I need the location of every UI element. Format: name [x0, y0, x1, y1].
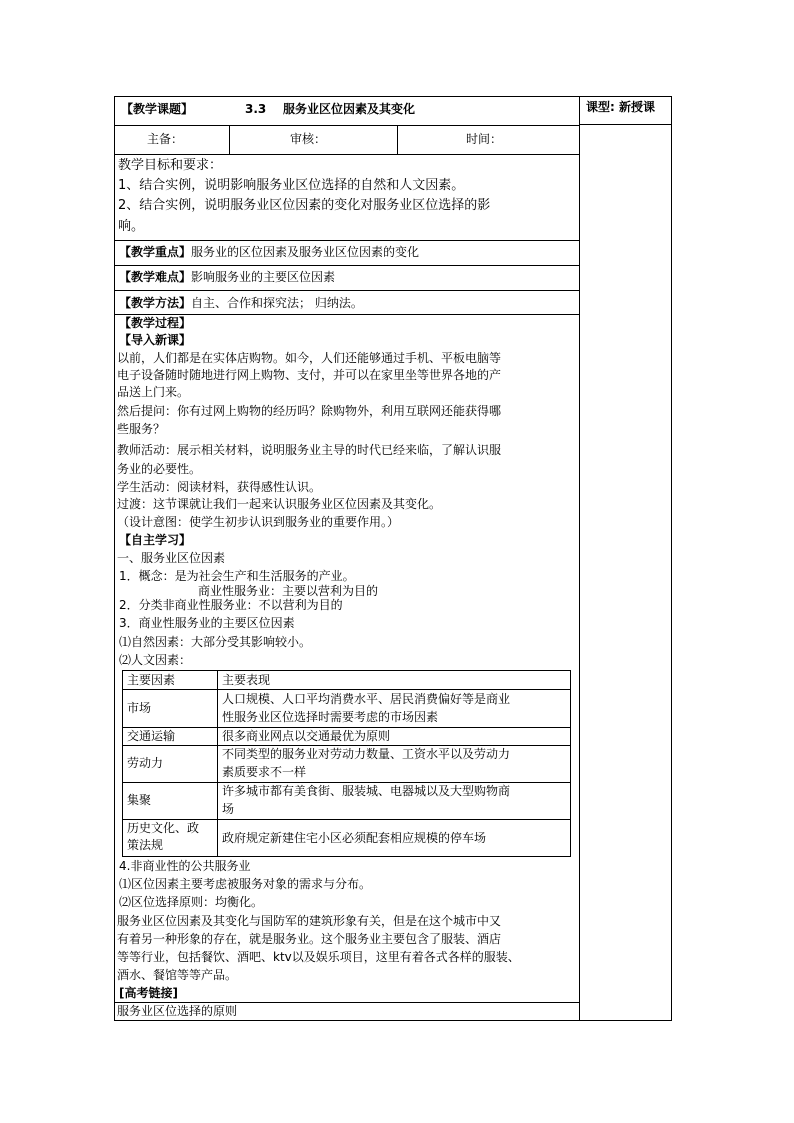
row-line	[114, 1002, 580, 1003]
table-row-line	[122, 819, 571, 820]
staff-time: 时间：	[466, 132, 503, 146]
table-cell-factor: 历史文化、政	[127, 821, 200, 835]
intro-line: 过渡：这节课就让我们一起来认识服务业区位因素及其变化。	[117, 497, 442, 511]
table-cell-desc: 不同类型的服务业对劳动力数量、工资水平以及劳动力	[222, 747, 511, 761]
staff-main: 主备：	[147, 132, 184, 146]
row-line	[114, 314, 580, 315]
intro-line: 教师活动：展示相关材料，说明服务业主导的时代已经来临，了解认识服	[117, 443, 502, 457]
method-label: 【教学方法】	[119, 296, 192, 310]
classify-line: 2．分类非商业性服务业：不以营利为目的	[119, 598, 343, 612]
table-cell-factor: 市场	[127, 701, 152, 715]
natural-factor-line: ⑴自然因素：大部分受其影响较小。	[119, 635, 312, 649]
staff-review: 审核：	[290, 132, 327, 146]
goal-item-2-cont: 响。	[118, 219, 145, 234]
row-line	[579, 124, 672, 125]
paragraph-line: 服务业区位因素及其变化与国防军的建筑形象有关，但是在这个城市中又	[117, 914, 502, 928]
method-text: 自主、合作和探究法； 归纳法。	[191, 296, 363, 310]
table-cell-desc: 许多城市都有美食街、服装城、电器城以及大型购物商	[222, 784, 511, 798]
row-line	[114, 240, 580, 241]
intro-line: 些服务？	[117, 422, 166, 436]
table-cell-desc: 很多商业网点以交通最优为原则	[222, 729, 391, 743]
table-cell-factor: 交通运输	[127, 729, 176, 743]
human-factor-line: ⑵人文因素：	[119, 653, 192, 667]
table-cell-factor: 策法规	[127, 838, 164, 852]
table-cell-factor: 集聚	[127, 793, 152, 807]
intro-line: 然后提问：你有过网上购物的经历吗？除购物外，利用互联网还能获得哪	[117, 404, 502, 418]
intro-line: 以前，人们都是在实体店购物。如今，人们还能够通过手机、平板电脑等	[117, 351, 502, 365]
key-point-row	[119, 246, 419, 258]
goal-item-1: 1、结合实例，说明影响服务业区位选择的自然和人文因素。	[118, 178, 465, 193]
table-col-line	[217, 670, 218, 857]
table-cell-desc: 性服务业区位选择时需要考虑的市场因素	[222, 710, 439, 724]
paragraph-line: 酒水、餐馆等等产品。	[117, 968, 238, 982]
header-label: 【教学课题】	[121, 102, 194, 116]
difficulty-label: 【教学难点】	[119, 270, 192, 284]
intro-line: 电子设备随时随地进行网上购物、支付，并可以在家里坐等世界各地的产	[117, 368, 502, 382]
row-line	[114, 154, 580, 155]
difficulty-text: 影响服务业的主要区位因素	[191, 270, 336, 284]
process-label: 【教学过程】	[119, 316, 192, 330]
row-line	[114, 290, 580, 291]
paragraph-line: 有着另一种形象的存在，就是服务业。这个服务业主要包含了服装、酒店	[117, 932, 502, 946]
table-row-line	[122, 689, 571, 690]
cell-line	[397, 125, 398, 154]
frame-right	[671, 96, 672, 1021]
table-header-factor: 主要因素	[127, 673, 176, 687]
table-cell-desc: 场	[222, 802, 235, 816]
lesson-title: 服务业区位因素及其变化	[283, 102, 416, 116]
intro-label: 【导入新课】	[119, 333, 192, 347]
frame-divider	[579, 96, 580, 1021]
paragraph-line: 等等行业，包括餐饮、酒吧、ktv以及娱乐项目，这里有着各式各样的服装、	[117, 950, 520, 964]
key-point-text: 服务业的区位因素及服务业区位因素的变化	[191, 245, 420, 259]
table-row-line	[122, 782, 571, 783]
method-row	[119, 297, 363, 309]
commercial-def: 商业性服务业：主要以营利为目的	[198, 584, 379, 598]
difficulty-row	[119, 271, 335, 283]
intro-line: 品送上门来。	[117, 385, 190, 399]
exam-link-text: 服务业区位选择的原则	[117, 1004, 238, 1018]
frame-left	[114, 96, 115, 1021]
table-cell-desc: 素质要求不一样	[222, 765, 307, 779]
section-heading: 一、服务业区位因素	[117, 551, 226, 565]
noncommercial-point-2: ⑵区位选择原则：均衡化。	[119, 895, 264, 909]
table-cell-desc: 政府规定新建住宅小区必须配套相应规模的停车场	[222, 831, 487, 845]
table-row-line	[122, 745, 571, 746]
intro-line: 学生活动：阅读材料，获得感性认识。	[117, 480, 322, 494]
goals-heading: 教学目标和要求：	[118, 158, 223, 173]
goal-item-2: 2、结合实例，说明服务业区位因素的变化对服务业区位选择的影	[118, 198, 491, 213]
frame-bottom	[114, 1020, 672, 1021]
intro-line: （设计意图：使学生初步认识到服务业的重要作用。）	[117, 515, 400, 529]
intro-line: 务业的必要性。	[117, 462, 202, 476]
table-cell-desc: 人口规模、人口平均消费水平、居民消费偏好等是商业	[222, 692, 511, 706]
row-line	[114, 125, 580, 126]
concept-line: 1．概念：是为社会生产和生活服务的产业。	[119, 569, 355, 583]
row-line	[114, 265, 580, 266]
table-row-line	[122, 727, 571, 728]
table-cell-factor: 劳动力	[127, 756, 164, 770]
lesson-number: 3.3	[245, 102, 267, 116]
self-study-label: 【自主学习】	[119, 533, 192, 547]
table-header-desc: 主要表现	[222, 673, 271, 687]
lesson-type: 课型: 新授课	[586, 100, 655, 114]
frame-top	[114, 96, 672, 97]
noncommercial-point-1: ⑴区位因素主要考虑被服务对象的需求与分布。	[119, 877, 372, 891]
key-point-label: 【教学重点】	[119, 245, 192, 259]
noncommercial-title: 4.非商业性的公共服务业	[119, 859, 251, 873]
main-factors-line: 3．商业性服务业的主要区位因素	[119, 616, 295, 630]
cell-line	[229, 125, 230, 154]
exam-link-label: [高考链接]	[119, 986, 178, 1000]
